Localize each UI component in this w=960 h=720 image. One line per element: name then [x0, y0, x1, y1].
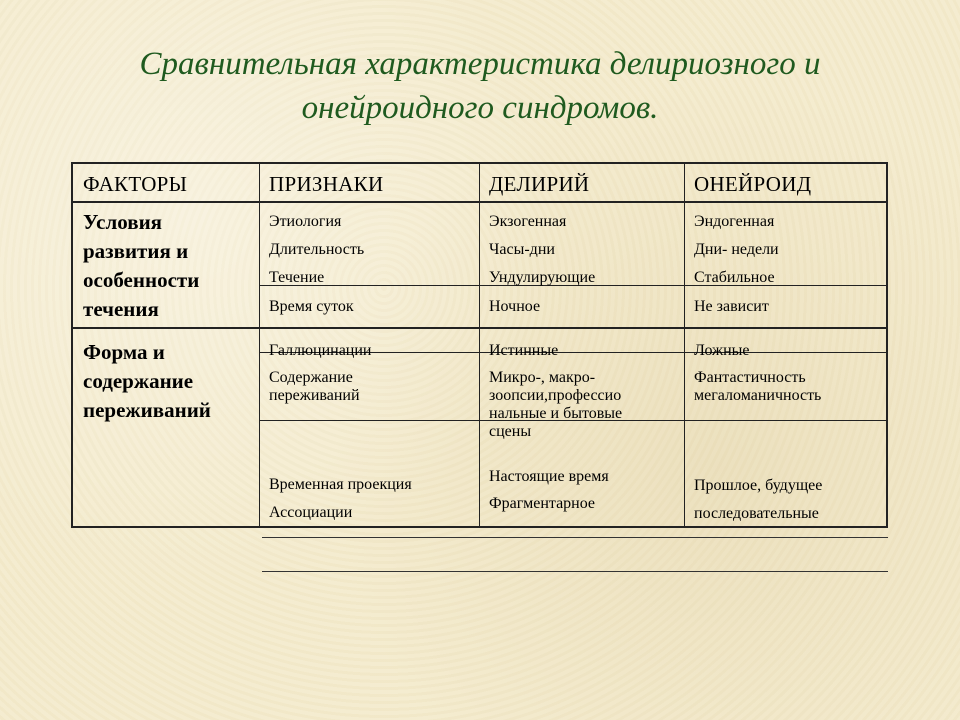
signs-group1: Этиология Длительность Течение [269, 213, 365, 286]
oneiroid-time-of-day: Не зависит [694, 298, 769, 315]
factor-development-course: Условия развития и особенности течения [83, 210, 200, 321]
delirium-associations: Фрагментарное [489, 495, 596, 512]
grid-line [479, 164, 480, 526]
sign-time-of-day: Время суток [269, 298, 354, 315]
title-line-1: Сравнительная характеристика делириозного и [139, 46, 821, 82]
slide-title [40, 42, 920, 130]
comparison-table [71, 162, 888, 528]
delirium-time-of-day: Ночное [489, 298, 541, 315]
grid-line [259, 164, 260, 526]
oneiroid-hallucinations: Ложные [694, 342, 750, 359]
header-factors: ФАКТОРЫ [83, 172, 188, 196]
oneiroid-time-projection: Прошлое, будущее [694, 477, 823, 494]
header-signs: ПРИЗНАКИ [269, 172, 384, 196]
delirium-experience-content: Микро-, макро- зоопсии,професcио нальные и бытовые сцены [489, 369, 623, 440]
sign-time-projection: Временная проекция [269, 476, 412, 493]
delirium-time-projection: Настоящие время [489, 468, 609, 485]
group-divider [73, 327, 886, 329]
underline-mark [262, 537, 888, 538]
oneiroid-group1: Эндогенная Дни- недели Стабильное [694, 213, 779, 286]
underline-mark [262, 571, 888, 572]
header-divider [73, 201, 886, 203]
sign-associations: Ассоциации [269, 504, 353, 521]
oneiroid-experience-content: Фантастичность мегаломаничность [694, 369, 822, 404]
delirium-hallucinations: Истинные [489, 342, 559, 359]
header-delirium: ДЕЛИРИЙ [489, 172, 590, 196]
sign-experience-content: Содержание переживаний [269, 369, 360, 404]
factor-form-content: Форма и содержание переживаний [83, 340, 211, 422]
sign-hallucinations: Галлюцинации [269, 342, 372, 359]
grid-line [684, 164, 685, 526]
title-line-2: онейроидного синдромов. [301, 90, 659, 126]
oneiroid-associations: последовательные [694, 505, 819, 522]
delirium-group1: Экзогенная Часы-дни Ундулирующие [489, 213, 596, 286]
header-oneiroid: ОНЕЙРОИД [694, 172, 812, 196]
